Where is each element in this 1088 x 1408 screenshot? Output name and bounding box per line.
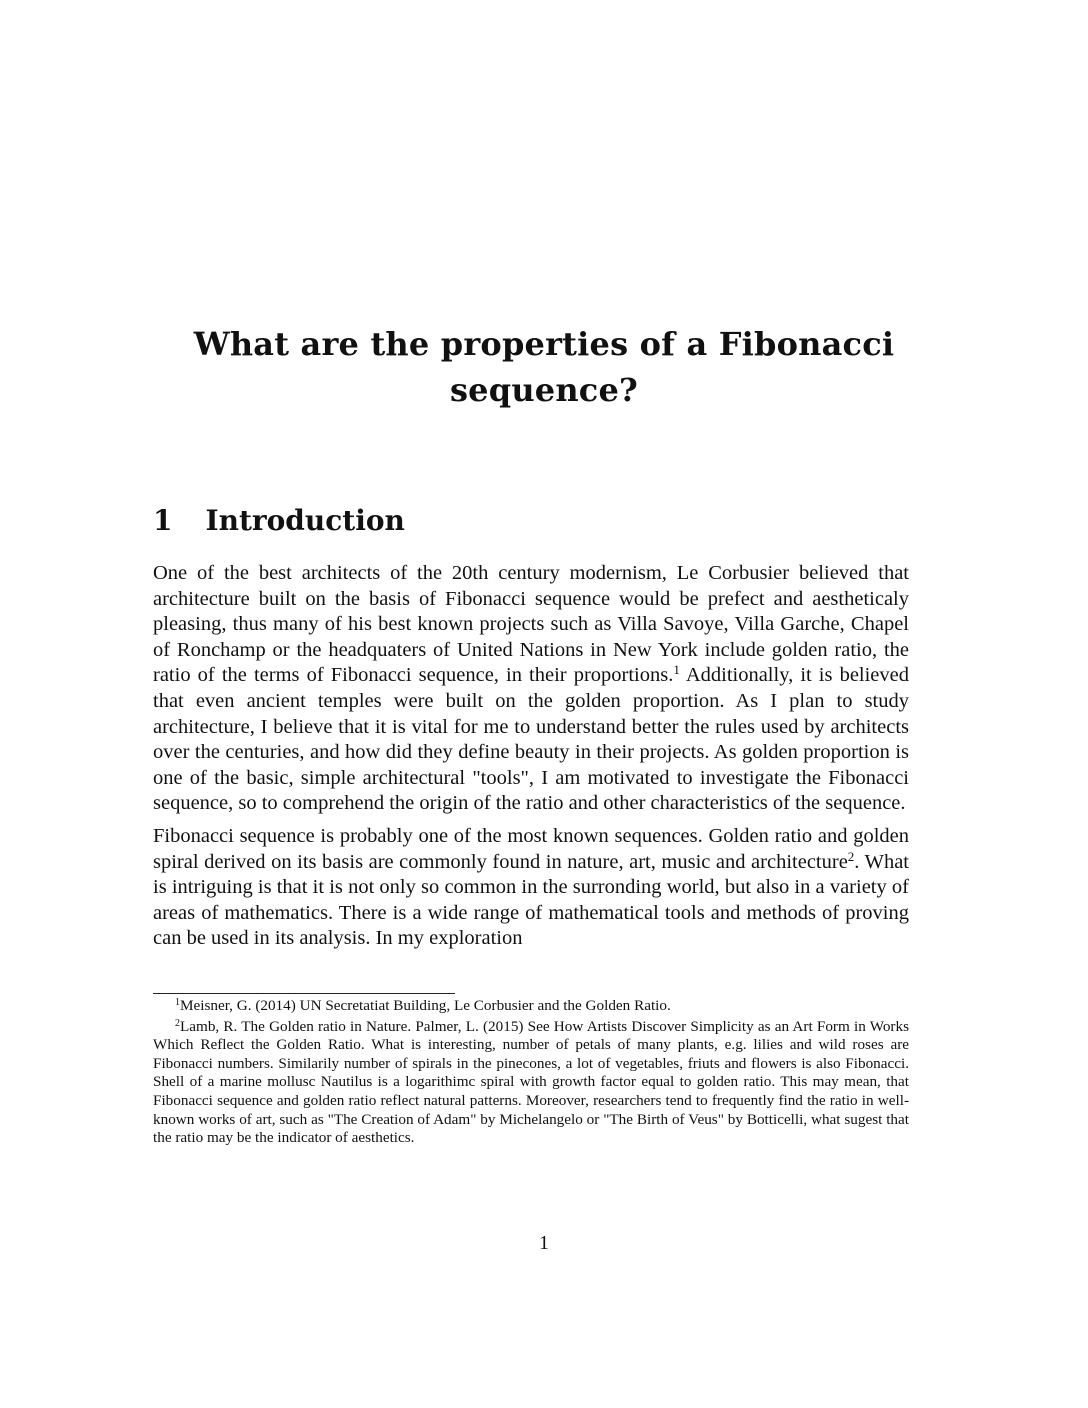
footnote-ref-2: 2 — [847, 848, 855, 864]
document-title: What are the properties of a Fibonacci sequence? — [193, 325, 895, 410]
section-title: Introduction — [205, 504, 405, 537]
footnote-2: $^2$Lamb, R. The Golden ratio in Nature. Palmer, L. (2015) See How Artists Discover Simplicity as an Art Form in Works Which Reflect the Golden Ratio. What is interesting, number of petals of many plants, e.g. lilies and wild roses are Fibonacci numbers. Similarily number of spirals in the pinecones, a lot of vegetables, friuts and flowers is also Fibonacci. Shell of a marine mollusc Nautilus is a logarithimc spiral with growth factor equal to golden ratio. This may mean, that Fibonacci sequence and golden ratio reflect natural patterns. Moreover, researchers tend to frequently find the ratio in well-known works of art, such as "The Creation of Adam" by Michelangelo or "The Birth of Veus" by Botticelli, what sugest that the ratio may be the indicator of aesthetics. — [153, 1017, 909, 1147]
section-number: 1 — [153, 504, 173, 537]
footnotes — [153, 997, 909, 1150]
footnote-divider — [153, 993, 455, 994]
footnote-ref-1: 1 — [673, 662, 680, 678]
page-number: 1 — [539, 1232, 549, 1254]
body-text — [153, 561, 909, 959]
paragraph-1: One of the best architects of the 20th century modernism, Le Corbusier believed that architecture built on the basis of Fibonacci sequence would be prefect and aestheticaly pleasing, thus many of his best known projects such as Villa Savoye, Villa Garche, Chapel of Ronchamp or the headquaters of United Nations in New York include golden ratio, the ratio of the terms of Fibonacci sequence, in their proportions.$^1$ Additionally, it is believed that even ancient temples were built on the golden proportion. As I plan to study architecture, I believe that it is vital for me to understand better the rules used by architects over the centuries, and how did they define beauty in their projects. As golden proportion is one of the basic, simple architectural "tools", I am motivated to investigate the Fibonacci sequence, so to comprehend the origin of the ratio and other characteristics of the sequence. — [153, 562, 910, 815]
footnote-mark-1: 1 — [175, 997, 180, 1008]
paragraph-2: Fibonacci sequence is probably one of the most known sequences. Golden ratio and golden spiral derived on its basis are commonly found in nature, art, music and architecture$^2$. What is intriguing is that it is not only so common in the surronding world, but also in a variety of areas of mathematics. There is a wide range of mathematical tools and methods of proving can be used in its analysis. In my exploration — [153, 824, 909, 950]
footnote-1: $^1$Meisner, G. (2014) UN Secretatiat Building, Le Corbusier and the Golden Ratio. — [175, 997, 671, 1014]
section-heading — [153, 503, 405, 539]
footnote-mark-2: 2 — [175, 1017, 180, 1029]
